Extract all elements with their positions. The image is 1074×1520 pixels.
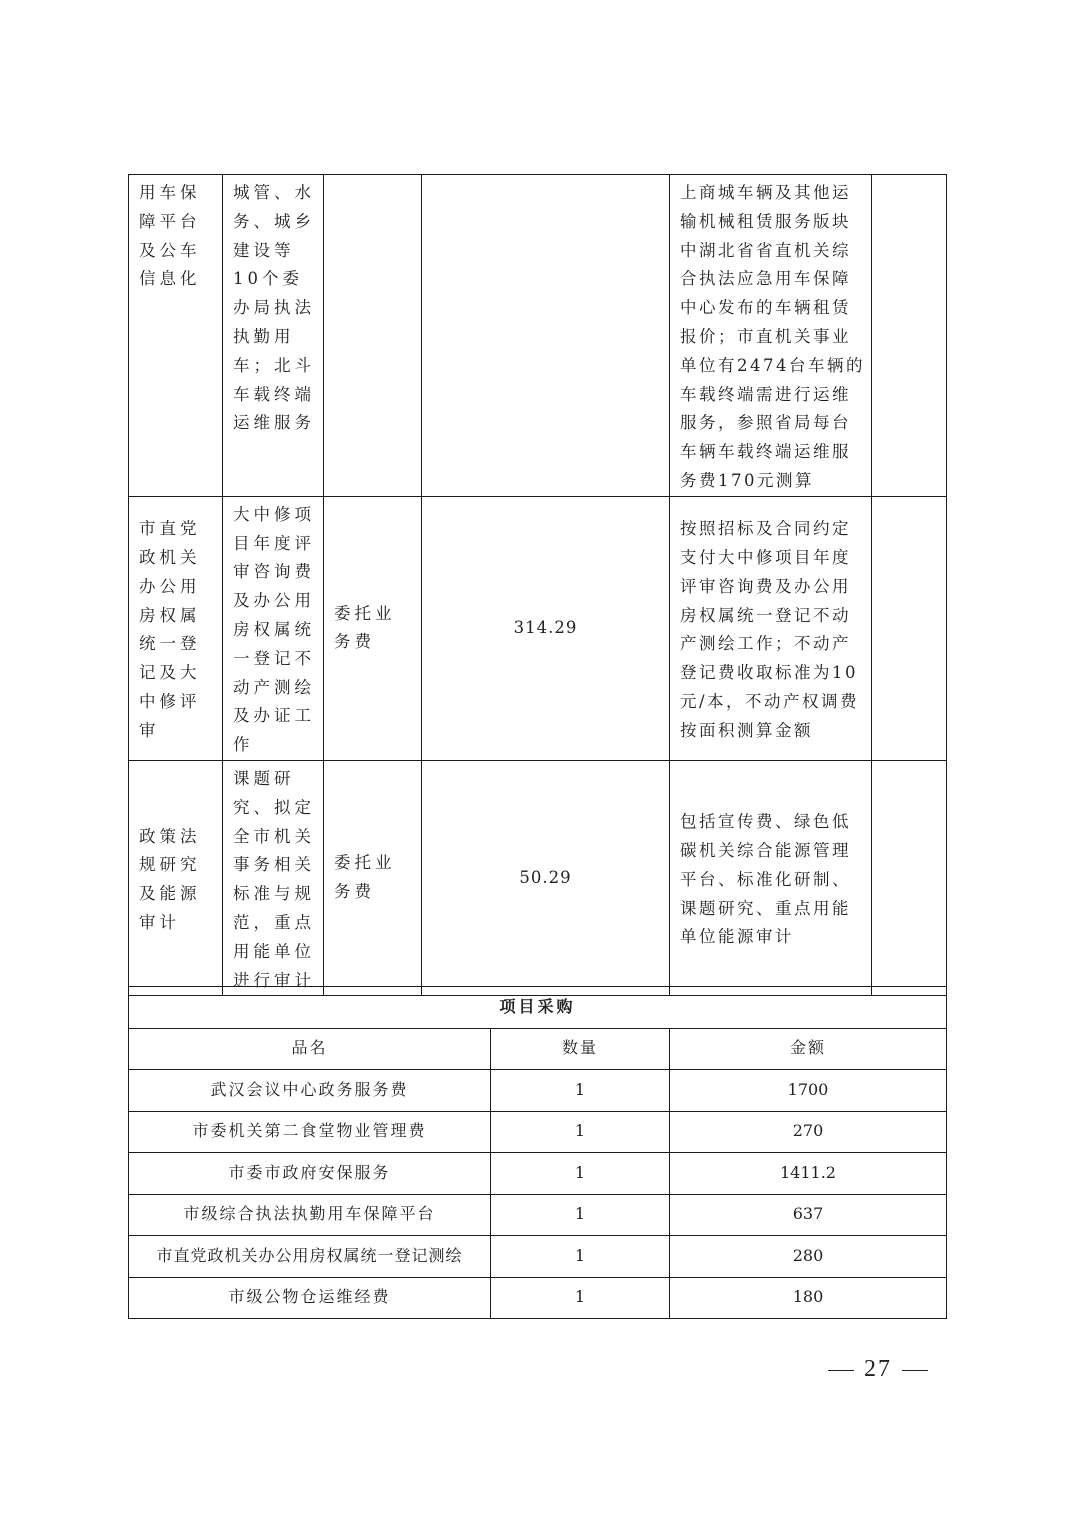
table-row bbox=[129, 1111, 947, 1153]
procurement-table bbox=[128, 986, 947, 1319]
item-name: 市级综合执法执勤用车保障平台 bbox=[129, 1194, 491, 1236]
table-row bbox=[129, 1277, 947, 1319]
item-quantity: 1 bbox=[491, 1111, 670, 1153]
item-name: 市直党政机关办公用房权属统一登记测绘 bbox=[129, 1236, 491, 1278]
table-row bbox=[129, 760, 947, 995]
basis-cell: 按照招标及合同约定支付大中修项目年度评审咨询费及办公用房权属统一登记不动产测绘工作；不动产登记费收取标准为10元/本，不动产权调费按面积测算金额 bbox=[670, 496, 872, 760]
project-name-cell: 政策法规研究及能源审计 bbox=[129, 760, 223, 995]
item-amount: 637 bbox=[670, 1194, 947, 1236]
basis-cell: 包括宣传费、绿色低碳机关综合能源管理平台、标准化研制、课题研究、重点用能单位能源审计 bbox=[670, 760, 872, 995]
amount-cell: 50.29 bbox=[422, 760, 670, 995]
item-name: 市委机关第二食堂物业管理费 bbox=[129, 1111, 491, 1153]
header-name: 品名 bbox=[129, 1028, 491, 1070]
item-name: 市委市政府安保服务 bbox=[129, 1153, 491, 1195]
content-cell: 课题研究、拟定全市机关事务相关标准与规范，重点用能单位进行审计 bbox=[223, 760, 324, 995]
item-quantity: 1 bbox=[491, 1070, 670, 1112]
section-title: 项目采购 bbox=[129, 987, 947, 1029]
table-row bbox=[129, 175, 947, 497]
remark-cell bbox=[872, 496, 947, 760]
procurement-title-row bbox=[129, 987, 947, 1029]
item-name: 武汉会议中心政务服务费 bbox=[129, 1070, 491, 1112]
table-row bbox=[129, 1070, 947, 1112]
budget-detail-table bbox=[128, 174, 947, 996]
content-cell: 大中修项目年度评审咨询费及办公用房权属统一登记不动产测绘及办证工作 bbox=[223, 496, 324, 760]
page-dash-right bbox=[902, 1370, 928, 1371]
item-quantity: 1 bbox=[491, 1236, 670, 1278]
remark-cell bbox=[872, 175, 947, 497]
content-cell: 城管、水务、城乡建设等10个委办局执法执勤用车；北斗车载终端运维服务 bbox=[223, 175, 324, 497]
page-number bbox=[818, 1356, 938, 1383]
item-quantity: 1 bbox=[491, 1277, 670, 1319]
table-row bbox=[129, 1153, 947, 1195]
remark-cell bbox=[872, 760, 947, 995]
category-cell: 委托业务费 bbox=[324, 760, 422, 995]
item-amount: 180 bbox=[670, 1277, 947, 1319]
header-amount: 金额 bbox=[670, 1028, 947, 1070]
page-number-text: 27 bbox=[864, 1356, 892, 1382]
item-quantity: 1 bbox=[491, 1153, 670, 1195]
basis-cell: 上商城车辆及其他运输机械租赁服务版块中湖北省省直机关综合执法应急用车保障中心发布的车辆租赁报价；市直机关事业单位有2474台车辆的车载终端需进行运维服务，参照省局每台车辆车载终端运维服务费170元测算 bbox=[670, 175, 872, 497]
procurement-header-row bbox=[129, 1028, 947, 1070]
item-quantity: 1 bbox=[491, 1194, 670, 1236]
table-row bbox=[129, 1236, 947, 1278]
item-amount: 270 bbox=[670, 1111, 947, 1153]
amount-cell: 314.29 bbox=[422, 496, 670, 760]
table-row bbox=[129, 1194, 947, 1236]
item-amount: 1411.2 bbox=[670, 1153, 947, 1195]
item-amount: 1700 bbox=[670, 1070, 947, 1112]
item-amount: 280 bbox=[670, 1236, 947, 1278]
category-cell: 委托业务费 bbox=[324, 496, 422, 760]
table-row bbox=[129, 496, 947, 760]
category-cell bbox=[324, 175, 422, 497]
project-name-cell: 用车保障平台及公车信息化 bbox=[129, 175, 223, 497]
project-name-cell: 市直党政机关办公用房权属统一登记及大中修评审 bbox=[129, 496, 223, 760]
header-quantity: 数量 bbox=[491, 1028, 670, 1070]
amount-cell bbox=[422, 175, 670, 497]
item-name: 市级公物仓运维经费 bbox=[129, 1277, 491, 1319]
page-dash-left bbox=[828, 1370, 854, 1371]
